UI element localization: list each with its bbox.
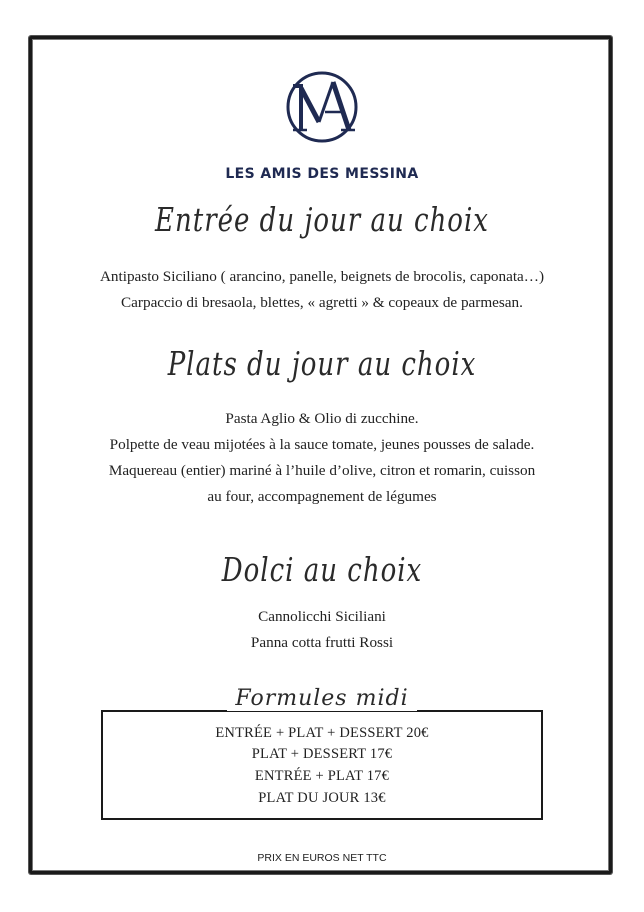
dolci-item: Panna cotta frutti Rossi — [250, 634, 394, 651]
plat-item: Pasta Aglio & Olio di zucchine. — [225, 410, 419, 427]
formules-title — [0, 686, 644, 711]
dolci-section-title: Dolci au choix — [221, 552, 423, 590]
restaurant-name: LES AMIS DES MESSINA — [225, 166, 419, 182]
entree-section-title: Entrée du jour au choix — [155, 202, 489, 240]
plat-item: Maquereau (entier) mariné à l’huile d’olive, citron et romarin, cuisson — [108, 462, 536, 479]
formule-item: ENTRÉE + PLAT 17€ — [254, 768, 390, 784]
entree-item: Antipasto Siciliano ( arancino, panelle, beignets de brocolis, caponata…) — [99, 268, 545, 285]
entree-item: Carpaccio di bresaola, blettes, « agretti » & copeaux de parmesan. — [121, 294, 523, 311]
ma-monogram-icon — [279, 64, 365, 150]
plats-section-title: Plats du jour au choix — [167, 346, 477, 384]
plat-item: Polpette de veau mijotées à la sauce tomate, jeunes pousses de salade. — [109, 436, 535, 453]
formules-title-text: Formules midi — [227, 686, 416, 711]
formule-item: PLAT + DESSERT 17€ — [251, 746, 393, 762]
dolci-item: Cannolicchi Siciliani — [258, 608, 386, 625]
formule-item: PLAT DU JOUR 13€ — [258, 790, 386, 806]
plat-item: au four, accompagnement de légumes — [207, 488, 437, 505]
formule-item: ENTRÉE + PLAT + DESSERT 20€ — [215, 725, 429, 741]
price-footer: PRIX EN EUROS NET TTC — [257, 852, 387, 864]
